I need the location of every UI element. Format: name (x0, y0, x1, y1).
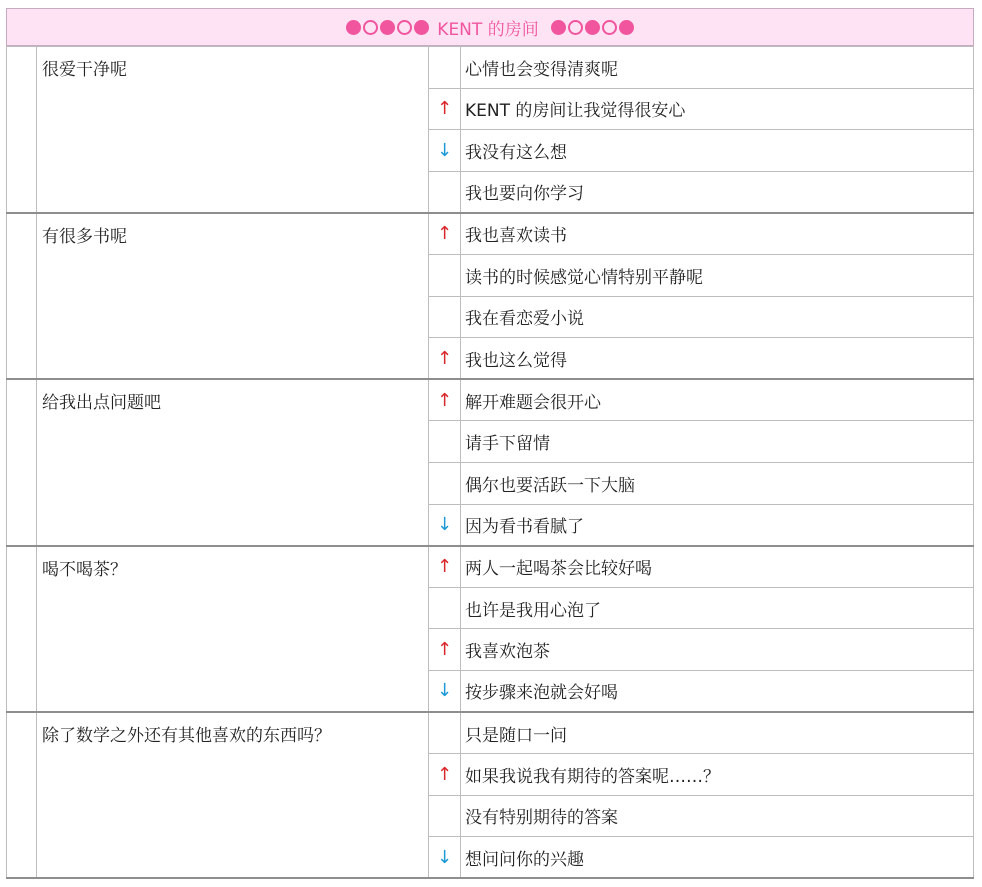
dialogue-table (6, 46, 974, 879)
title-dots-right (551, 20, 634, 35)
answer-option[interactable]: 我喜欢泡茶 (461, 629, 974, 671)
arrow-up-icon: ↑ (436, 347, 453, 369)
answer-option[interactable]: 也许是我用心泡了 (461, 587, 974, 629)
hollow-circle-icon (602, 20, 617, 35)
arrow-up-icon: ↑ (436, 389, 453, 411)
dialogue-row (7, 379, 974, 421)
arrow-cell (429, 670, 461, 712)
row-marker-cell (7, 546, 37, 712)
arrow-down-icon: ↓ (436, 846, 453, 868)
answer-option[interactable]: 因为看书看腻了 (461, 504, 974, 546)
arrow-cell (429, 837, 461, 879)
answer-option[interactable]: 我也这么觉得 (461, 338, 974, 380)
answer-option[interactable]: 我没有这么想 (461, 130, 974, 172)
answer-option[interactable]: 偶尔也要活跃一下大脑 (461, 462, 974, 504)
arrow-cell (429, 130, 461, 172)
arrow-cell (429, 712, 461, 754)
title-bar (6, 8, 974, 46)
row-marker-cell (7, 47, 37, 213)
filled-circle-icon (346, 20, 361, 35)
filled-circle-icon (551, 20, 566, 35)
arrow-cell (429, 504, 461, 546)
dialogue-row (7, 712, 974, 754)
answer-option[interactable]: 我在看恋爱小说 (461, 296, 974, 338)
arrow-up-icon: ↑ (436, 98, 453, 120)
filled-circle-icon (619, 20, 634, 35)
arrow-cell (429, 171, 461, 213)
hollow-circle-icon (397, 20, 412, 35)
arrow-cell (429, 421, 461, 463)
arrow-cell (429, 47, 461, 89)
answer-option[interactable]: 我也要向你学习 (461, 171, 974, 213)
question-cell: 喝不喝茶？ (37, 546, 429, 712)
hollow-circle-icon (568, 20, 583, 35)
arrow-cell (429, 338, 461, 380)
answer-option[interactable]: 读书的时候感觉心情特别平静呢 (461, 254, 974, 296)
arrow-down-icon: ↓ (436, 514, 453, 536)
answer-option[interactable]: 心情也会变得清爽呢 (461, 47, 974, 89)
answer-option[interactable]: 只是随口一问 (461, 712, 974, 754)
question-cell: 很爱干净呢 (37, 47, 429, 213)
arrow-cell (429, 379, 461, 421)
arrow-up-icon: ↑ (436, 639, 453, 661)
answer-option[interactable]: 解开难题会很开心 (461, 379, 974, 421)
arrow-cell (429, 629, 461, 671)
dialogue-row (7, 47, 974, 89)
arrow-cell (429, 587, 461, 629)
arrow-down-icon: ↓ (436, 680, 453, 702)
row-marker-cell (7, 213, 37, 379)
arrow-cell (429, 795, 461, 837)
dialogue-row (7, 546, 974, 588)
row-marker-cell (7, 712, 37, 878)
question-cell: 有很多书呢 (37, 213, 429, 379)
page-title: KENT 的房间 (437, 19, 539, 40)
arrow-cell (429, 296, 461, 338)
answer-option[interactable]: 没有特别期待的答案 (461, 795, 974, 837)
row-marker-cell (7, 379, 37, 545)
answer-option[interactable]: KENT 的房间让我觉得很安心 (461, 88, 974, 130)
filled-circle-icon (414, 20, 429, 35)
arrow-up-icon: ↑ (436, 763, 453, 785)
title-dots-left (346, 20, 429, 35)
hollow-circle-icon (363, 20, 378, 35)
question-cell: 给我出点问题吧 (37, 379, 429, 545)
arrow-cell (429, 213, 461, 255)
arrow-up-icon: ↑ (436, 556, 453, 578)
arrow-cell (429, 88, 461, 130)
answer-option[interactable]: 想问问你的兴趣 (461, 837, 974, 879)
arrow-cell (429, 462, 461, 504)
filled-circle-icon (380, 20, 395, 35)
dialogue-row (7, 213, 974, 255)
answer-option[interactable]: 请手下留情 (461, 421, 974, 463)
filled-circle-icon (585, 20, 600, 35)
arrow-down-icon: ↓ (436, 139, 453, 161)
arrow-cell (429, 254, 461, 296)
answer-option[interactable]: 我也喜欢读书 (461, 213, 974, 255)
arrow-up-icon: ↑ (436, 223, 453, 245)
answer-option[interactable]: 两人一起喝茶会比较好喝 (461, 546, 974, 588)
arrow-cell (429, 754, 461, 796)
answer-option[interactable]: 如果我说我有期待的答案呢……？ (461, 754, 974, 796)
question-cell: 除了数学之外还有其他喜欢的东西吗？ (37, 712, 429, 878)
dialogue-options-page (6, 8, 974, 879)
answer-option[interactable]: 按步骤来泡就会好喝 (461, 670, 974, 712)
arrow-cell (429, 546, 461, 588)
